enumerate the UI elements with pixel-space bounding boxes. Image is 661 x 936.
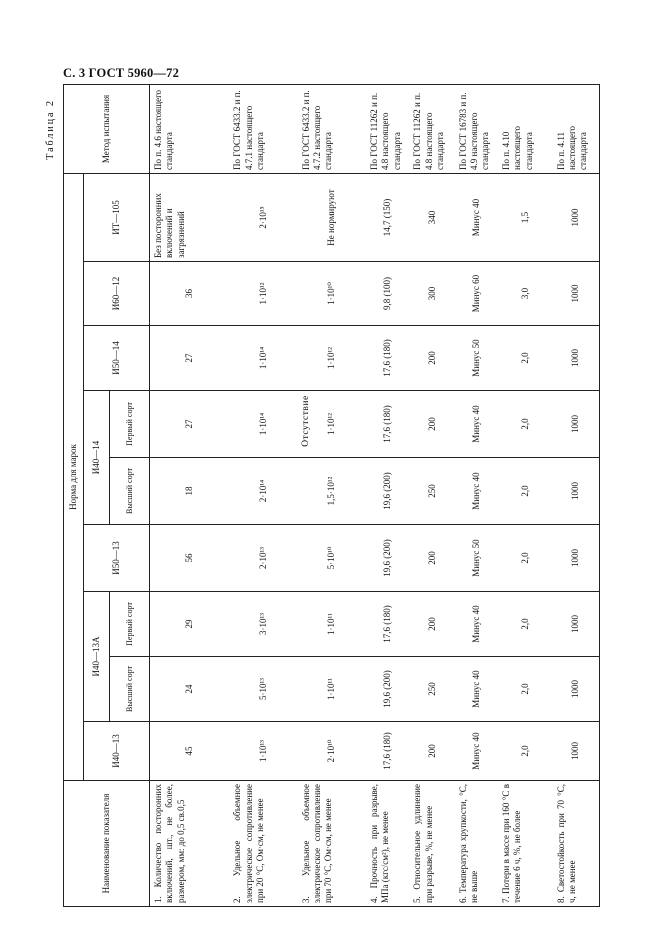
- cell-value: 3·10¹³: [229, 592, 297, 657]
- cell-value: 3,0: [498, 262, 553, 326]
- cell-value: 2,0: [498, 458, 553, 525]
- cell-value: 1000: [553, 262, 600, 326]
- row-method: По п. 4.6 настоящего стандарта: [150, 85, 230, 174]
- cell-value: 300: [409, 262, 455, 326]
- cell-value: 200: [409, 722, 455, 781]
- row-method: По ГОСТ 6433.2 и п. 4.7.2 настоящего стандарта: [298, 85, 366, 174]
- col-header-norm: Норма для марок: [64, 174, 84, 781]
- row-name: 6. Температура хрупкости, °С, не выше: [455, 781, 498, 907]
- cell-value: 200: [409, 326, 455, 391]
- cell-value: 1000: [553, 458, 600, 525]
- cell-value: 1000: [553, 391, 600, 458]
- absence-note: Отсутствие: [301, 395, 311, 447]
- cell-value: 1·10¹³: [229, 722, 297, 781]
- table-caption: Таблица 2: [45, 99, 56, 160]
- grade-i50-14: И50—14: [84, 326, 150, 391]
- cell-value: 1·10¹¹: [298, 657, 366, 722]
- cell-value: Минус 40: [455, 592, 498, 657]
- sort-first-14: Первый сорт: [110, 391, 150, 458]
- cell-value: 2,0: [498, 525, 553, 592]
- cell-value: 200: [409, 391, 455, 458]
- cell-value: 18: [150, 458, 230, 525]
- cell-value: 2·10¹⁴: [229, 458, 297, 525]
- cell-value: 250: [409, 657, 455, 722]
- cell-value: 1000: [553, 525, 600, 592]
- cell-value: Минус 40: [455, 458, 498, 525]
- cell-value: 200: [409, 525, 455, 592]
- cell-value: 1,5·10¹²: [298, 458, 366, 525]
- row-name: 5. Относительное удлинение при разрыве, %, не менее: [409, 781, 455, 907]
- cell-value: 45: [150, 722, 230, 781]
- row-name: 7. Потери в массе при 160 °С в течение 6 ч, %, не более: [498, 781, 553, 907]
- cell-value: 5·10¹³: [229, 657, 297, 722]
- sort-higher-14: Высший сорт: [110, 458, 150, 525]
- cell-value: 27: [150, 326, 230, 391]
- cell-value: 1000: [553, 326, 600, 391]
- cell-value: 19,6 (200): [366, 525, 409, 592]
- cell-value: 1·10¹⁴: [229, 391, 297, 458]
- cell-value: 24: [150, 657, 230, 722]
- cell-value: 14,7 (150): [366, 174, 409, 262]
- cell-value: Минус 50: [455, 326, 498, 391]
- cell-value: 56: [150, 525, 230, 592]
- row-method: По п. 4.10 настоящего стандарта: [498, 85, 553, 174]
- row-name: 1. Количество посторонних включений, шт., не более, размером, мм: до 0,5 св.0,5: [150, 781, 230, 907]
- cell-value: Минус 40: [455, 174, 498, 262]
- grade-i40-13: И40—13: [84, 722, 150, 781]
- page-header: С. 3 ГОСТ 5960—72: [63, 66, 180, 80]
- row-method: По ГОСТ 16783 и п. 4.9 настоящего стандарта: [455, 85, 498, 174]
- sort-first-13a: Первый сорт: [110, 592, 150, 657]
- properties-table: [63, 84, 600, 907]
- cell-value: 5·10¹⁰: [298, 525, 366, 592]
- rotated-table-container: [45, 89, 600, 907]
- cell-value: Минус 60: [455, 262, 498, 326]
- cell-value: 17,6 (180): [366, 592, 409, 657]
- cell-value: 19,6 (200): [366, 458, 409, 525]
- cell-value: Минус 40: [455, 722, 498, 781]
- cell-value: Без посторонних включений и загрязнений: [150, 174, 230, 262]
- cell-value: 1·10¹²: [298, 391, 366, 458]
- cell-value: 17,6 (180): [366, 722, 409, 781]
- cell-value: 2,0: [498, 326, 553, 391]
- cell-value: 2·10¹³: [229, 525, 297, 592]
- cell-value: 200: [409, 592, 455, 657]
- cell-value: 340: [409, 174, 455, 262]
- cell-value: 1·10¹²: [229, 262, 297, 326]
- cell-value: 2,0: [498, 592, 553, 657]
- row-method: По п. 4.11 настоящего стандарта: [553, 85, 600, 174]
- grade-i60-12: И60—12: [84, 262, 150, 326]
- row-name: 2. Удельное объемное электрическое сопротивление при 20 °С, Ом·см, не менее: [229, 781, 297, 907]
- cell-value: 2,0: [498, 391, 553, 458]
- cell-value: Минус 40: [455, 657, 498, 722]
- cell-value: 36: [150, 262, 230, 326]
- grade-i50-13: И50—13: [84, 525, 150, 592]
- cell-value: 2·10¹⁵: [229, 174, 297, 262]
- cell-value: 250: [409, 458, 455, 525]
- cell-value: 1000: [553, 657, 600, 722]
- cell-value: 2·10¹⁰: [298, 722, 366, 781]
- sort-higher-13a: Высший сорт: [110, 657, 150, 722]
- cell-value: 1·10¹²: [298, 326, 366, 391]
- cell-value: 1000: [553, 174, 600, 262]
- cell-value: 1·10¹⁰: [298, 262, 366, 326]
- cell-value: 19,6 (200): [366, 657, 409, 722]
- cell-value: 29: [150, 592, 230, 657]
- cell-value: 1,5: [498, 174, 553, 262]
- cell-value: 1000: [553, 722, 600, 781]
- cell-value: 27: [150, 391, 230, 458]
- row-name: 3. Удельное объемное электрическое сопротивление при 70 °С, Ом·см, не менее: [298, 781, 366, 907]
- cell-value: 1·10¹¹: [298, 592, 366, 657]
- cell-value: 2,0: [498, 722, 553, 781]
- cell-value: 9,8 (100): [366, 262, 409, 326]
- grade-it-105: ИТ—105: [84, 174, 150, 262]
- row-method: По ГОСТ 11262 и п. 4.8 настоящего стандарта: [366, 85, 409, 174]
- row-method: По ГОСТ 11262 и п. 4.8 настоящего стандарта: [409, 85, 455, 174]
- cell-value: Минус 50: [455, 525, 498, 592]
- row-name: 4. Прочность при разрыве, МПа (кгс/см²), не менее: [366, 781, 409, 907]
- cell-value: 1000: [553, 592, 600, 657]
- cell-value: 1·10¹⁴: [229, 326, 297, 391]
- col-header-name: Наименование показателя: [64, 781, 150, 907]
- cell-value: 17,6 (180): [366, 391, 409, 458]
- grade-i40-14: И40—14: [84, 391, 110, 525]
- row-name: 8. Светостойкость при 70 °С, ч, не менее: [553, 781, 600, 907]
- cell-value: 2,0: [498, 657, 553, 722]
- grade-i40-13a: И40—13А: [84, 592, 110, 722]
- cell-value: Не нормируют: [298, 174, 366, 262]
- row-method: По ГОСТ 6433.2 и п. 4.7.1 настоящего стандарта: [229, 85, 297, 174]
- cell-value: Минус 40: [455, 391, 498, 458]
- col-header-method: Метод испытания: [64, 85, 150, 174]
- cell-value: 17,6 (180): [366, 326, 409, 391]
